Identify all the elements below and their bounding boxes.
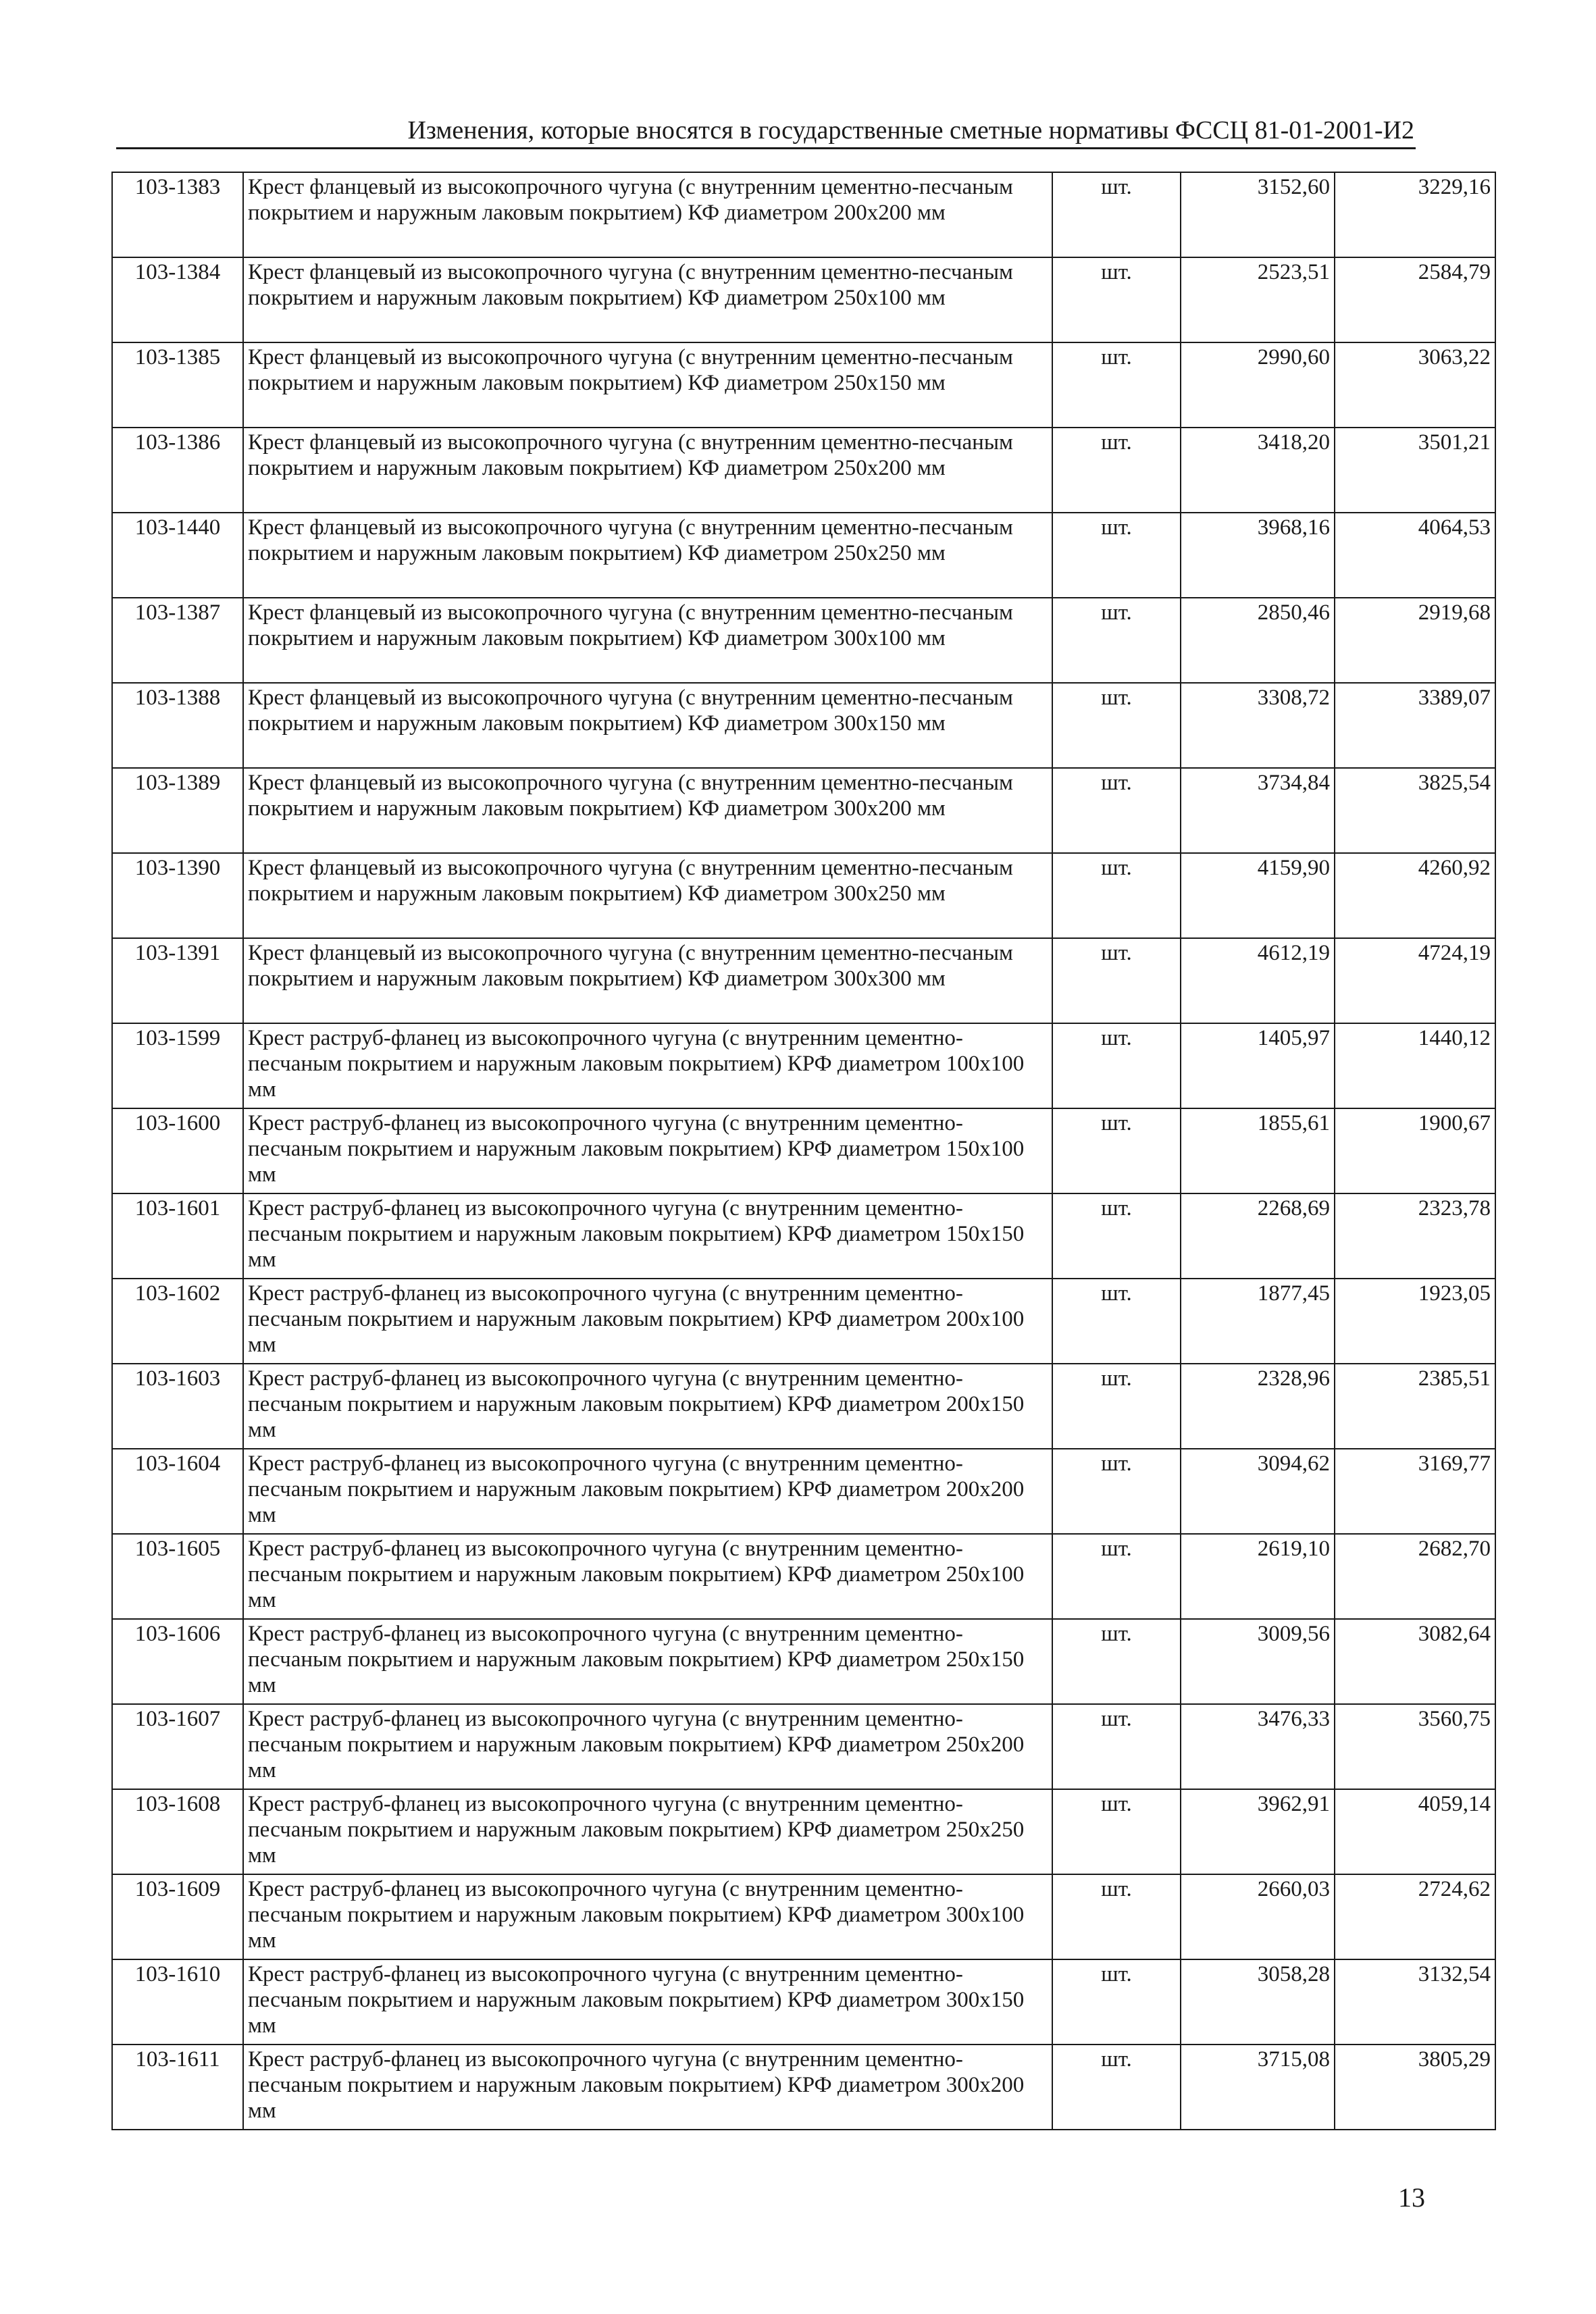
cell-unit: шт. <box>1052 1023 1181 1108</box>
cell-description: Крест фланцевый из высокопрочного чугуна (с внутренним цементно-песчаным покрытием и наружным лаковым покрытием) КФ диаметром 300x250 мм <box>243 853 1052 938</box>
cell-code: 103-1384 <box>112 257 243 342</box>
cell-price-old: 2268,69 <box>1181 1193 1335 1279</box>
cell-description: Крест раструб-фланец из высокопрочного чугуна (с внутренним цементно-песчаным покрытием и наружным лаковым покрытием) КРФ диаметром 250x150 мм <box>243 1619 1052 1704</box>
cell-price-old: 4159,90 <box>1181 853 1335 938</box>
cell-unit: шт. <box>1052 1364 1181 1449</box>
table-row <box>112 1023 1495 1108</box>
cell-code: 103-1600 <box>112 1108 243 1193</box>
page-header <box>116 113 1416 149</box>
table-row <box>112 1534 1495 1619</box>
cell-code: 103-1390 <box>112 853 243 938</box>
cell-unit: шт. <box>1052 1959 1181 2045</box>
table-row <box>112 1789 1495 1874</box>
cell-unit: шт. <box>1052 768 1181 853</box>
table-row <box>112 938 1495 1023</box>
cell-price-old: 4612,19 <box>1181 938 1335 1023</box>
table-row <box>112 853 1495 938</box>
cell-unit: шт. <box>1052 513 1181 598</box>
cell-price-old: 2523,51 <box>1181 257 1335 342</box>
table-row <box>112 1874 1495 1959</box>
cell-unit: шт. <box>1052 342 1181 428</box>
cell-price-new: 3229,16 <box>1335 172 1495 257</box>
cell-code: 103-1610 <box>112 1959 243 2045</box>
cell-price-old: 3715,08 <box>1181 2045 1335 2130</box>
table-row <box>112 342 1495 428</box>
cell-code: 103-1387 <box>112 598 243 683</box>
cell-price-new: 2584,79 <box>1335 257 1495 342</box>
cell-description: Крест фланцевый из высокопрочного чугуна (с внутренним цементно-песчаным покрытием и наружным лаковым покрытием) КФ диаметром 300x200 мм <box>243 768 1052 853</box>
table-body <box>112 172 1495 2130</box>
cell-unit: шт. <box>1052 938 1181 1023</box>
cell-price-old: 3418,20 <box>1181 428 1335 513</box>
cell-unit: шт. <box>1052 853 1181 938</box>
cell-price-new: 3132,54 <box>1335 1959 1495 2045</box>
cell-code: 103-1611 <box>112 2045 243 2130</box>
cell-description: Крест раструб-фланец из высокопрочного чугуна (с внутренним цементно-песчаным покрытием и наружным лаковым покрытием) КРФ диаметром 150x100 мм <box>243 1108 1052 1193</box>
cell-price-old: 2619,10 <box>1181 1534 1335 1619</box>
cell-description: Крест раструб-фланец из высокопрочного чугуна (с внутренним цементно-песчаным покрытием и наружным лаковым покрытием) КРФ диаметром 250x100 мм <box>243 1534 1052 1619</box>
cell-description: Крест фланцевый из высокопрочного чугуна (с внутренним цементно-песчаным покрытием и наружным лаковым покрытием) КФ диаметром 250x200 мм <box>243 428 1052 513</box>
cell-price-new: 4059,14 <box>1335 1789 1495 1874</box>
cell-code: 103-1609 <box>112 1874 243 1959</box>
cell-price-old: 3734,84 <box>1181 768 1335 853</box>
cell-price-old: 3962,91 <box>1181 1789 1335 1874</box>
cell-unit: шт. <box>1052 1534 1181 1619</box>
cell-price-new: 1440,12 <box>1335 1023 1495 1108</box>
cell-code: 103-1385 <box>112 342 243 428</box>
cell-price-new: 3825,54 <box>1335 768 1495 853</box>
cell-unit: шт. <box>1052 172 1181 257</box>
cell-unit: шт. <box>1052 1108 1181 1193</box>
cell-description: Крест раструб-фланец из высокопрочного чугуна (с внутренним цементно-песчаным покрытием и наружным лаковым покрытием) КРФ диаметром 200x150 мм <box>243 1364 1052 1449</box>
table-row <box>112 1704 1495 1789</box>
cell-price-new: 2919,68 <box>1335 598 1495 683</box>
cell-unit: шт. <box>1052 598 1181 683</box>
cell-price-old: 3058,28 <box>1181 1959 1335 2045</box>
cell-price-new: 4064,53 <box>1335 513 1495 598</box>
cell-unit: шт. <box>1052 257 1181 342</box>
cell-unit: шт. <box>1052 1279 1181 1364</box>
cell-code: 103-1388 <box>112 683 243 768</box>
table-row <box>112 1279 1495 1364</box>
cell-price-old: 3308,72 <box>1181 683 1335 768</box>
cell-code: 103-1605 <box>112 1534 243 1619</box>
cell-description: Крест фланцевый из высокопрочного чугуна (с внутренним цементно-песчаным покрытием и наружным лаковым покрытием) КФ диаметром 250x100 мм <box>243 257 1052 342</box>
table-row <box>112 768 1495 853</box>
cell-price-new: 2724,62 <box>1335 1874 1495 1959</box>
cell-price-old: 3476,33 <box>1181 1704 1335 1789</box>
cell-unit: шт. <box>1052 1874 1181 1959</box>
cell-code: 103-1603 <box>112 1364 243 1449</box>
cell-code: 103-1606 <box>112 1619 243 1704</box>
cell-code: 103-1386 <box>112 428 243 513</box>
cell-description: Крест раструб-фланец из высокопрочного чугуна (с внутренним цементно-песчаным покрытием и наружным лаковым покрытием) КРФ диаметром 300x100 мм <box>243 1874 1052 1959</box>
cell-description: Крест фланцевый из высокопрочного чугуна (с внутренним цементно-песчаным покрытием и наружным лаковым покрытием) КФ диаметром 300x300 мм <box>243 938 1052 1023</box>
cell-price-old: 3094,62 <box>1181 1449 1335 1534</box>
cell-description: Крест раструб-фланец из высокопрочного чугуна (с внутренним цементно-песчаным покрытием и наружным лаковым покрытием) КРФ диаметром 300x200 мм <box>243 2045 1052 2130</box>
cell-code: 103-1383 <box>112 172 243 257</box>
cell-price-new: 3389,07 <box>1335 683 1495 768</box>
page-number: 13 <box>1398 2182 1425 2213</box>
cell-code: 103-1389 <box>112 768 243 853</box>
cell-description: Крест фланцевый из высокопрочного чугуна (с внутренним цементно-песчаным покрытием и наружным лаковым покрытием) КФ диаметром 250x250 мм <box>243 513 1052 598</box>
table-row <box>112 1364 1495 1449</box>
cell-unit: шт. <box>1052 1789 1181 1874</box>
cell-price-new: 4260,92 <box>1335 853 1495 938</box>
cell-code: 103-1601 <box>112 1193 243 1279</box>
document-title: Изменения, которые вносятся в государственные сметные нормативы ФССЦ 81-01-2001-И2 <box>407 116 1414 145</box>
cell-description: Крест раструб-фланец из высокопрочного чугуна (с внутренним цементно-песчаным покрытием и наружным лаковым покрытием) КРФ диаметром 150x150 мм <box>243 1193 1052 1279</box>
cell-price-new: 1923,05 <box>1335 1279 1495 1364</box>
cell-price-old: 3152,60 <box>1181 172 1335 257</box>
table-row <box>112 257 1495 342</box>
cell-unit: шт. <box>1052 1449 1181 1534</box>
cell-unit: шт. <box>1052 1619 1181 1704</box>
cell-price-old: 1855,61 <box>1181 1108 1335 1193</box>
cell-price-new: 3501,21 <box>1335 428 1495 513</box>
cell-price-old: 2328,96 <box>1181 1364 1335 1449</box>
table-row <box>112 1193 1495 1279</box>
cell-description: Крест раструб-фланец из высокопрочного чугуна (с внутренним цементно-песчаным покрытием и наружным лаковым покрытием) КРФ диаметром 200x100 мм <box>243 1279 1052 1364</box>
cell-unit: шт. <box>1052 1193 1181 1279</box>
cell-price-new: 3805,29 <box>1335 2045 1495 2130</box>
cell-price-old: 2850,46 <box>1181 598 1335 683</box>
cell-code: 103-1608 <box>112 1789 243 1874</box>
cell-unit: шт. <box>1052 428 1181 513</box>
cell-price-old: 2660,03 <box>1181 1874 1335 1959</box>
cell-price-new: 2323,78 <box>1335 1193 1495 1279</box>
table-row <box>112 428 1495 513</box>
cell-description: Крест раструб-фланец из высокопрочного чугуна (с внутренним цементно-песчаным покрытием и наружным лаковым покрытием) КРФ диаметром 100x100 мм <box>243 1023 1052 1108</box>
cell-description: Крест фланцевый из высокопрочного чугуна (с внутренним цементно-песчаным покрытием и наружным лаковым покрытием) КФ диаметром 250x150 мм <box>243 342 1052 428</box>
table-row <box>112 172 1495 257</box>
cell-unit: шт. <box>1052 1704 1181 1789</box>
table-row <box>112 1108 1495 1193</box>
cell-code: 103-1602 <box>112 1279 243 1364</box>
cell-price-new: 2682,70 <box>1335 1534 1495 1619</box>
cell-description: Крест раструб-фланец из высокопрочного чугуна (с внутренним цементно-песчаным покрытием и наружным лаковым покрытием) КРФ диаметром 250x200 мм <box>243 1704 1052 1789</box>
cell-price-new: 3560,75 <box>1335 1704 1495 1789</box>
cell-description: Крест фланцевый из высокопрочного чугуна (с внутренним цементно-песчаным покрытием и наружным лаковым покрытием) КФ диаметром 200x200 мм <box>243 172 1052 257</box>
table-row <box>112 598 1495 683</box>
table-row <box>112 683 1495 768</box>
table-row <box>112 1449 1495 1534</box>
cell-code: 103-1440 <box>112 513 243 598</box>
cell-code: 103-1599 <box>112 1023 243 1108</box>
cell-price-old: 1405,97 <box>1181 1023 1335 1108</box>
cell-price-new: 4724,19 <box>1335 938 1495 1023</box>
cell-description: Крест фланцевый из высокопрочного чугуна (с внутренним цементно-песчаным покрытием и наружным лаковым покрытием) КФ диаметром 300x100 мм <box>243 598 1052 683</box>
table-row <box>112 1619 1495 1704</box>
cell-description: Крест раструб-фланец из высокопрочного чугуна (с внутренним цементно-песчаным покрытием и наружным лаковым покрытием) КРФ диаметром 300x150 мм <box>243 1959 1052 2045</box>
cell-price-new: 1900,67 <box>1335 1108 1495 1193</box>
price-table <box>111 172 1496 2130</box>
cell-code: 103-1604 <box>112 1449 243 1534</box>
cell-price-new: 2385,51 <box>1335 1364 1495 1449</box>
cell-price-old: 2990,60 <box>1181 342 1335 428</box>
table-row <box>112 513 1495 598</box>
cell-description: Крест фланцевый из высокопрочного чугуна (с внутренним цементно-песчаным покрытием и наружным лаковым покрытием) КФ диаметром 300x150 мм <box>243 683 1052 768</box>
cell-unit: шт. <box>1052 2045 1181 2130</box>
cell-code: 103-1607 <box>112 1704 243 1789</box>
table-row <box>112 2045 1495 2130</box>
cell-description: Крест раструб-фланец из высокопрочного чугуна (с внутренним цементно-песчаным покрытием и наружным лаковым покрытием) КРФ диаметром 250x250 мм <box>243 1789 1052 1874</box>
cell-unit: шт. <box>1052 683 1181 768</box>
cell-price-new: 3063,22 <box>1335 342 1495 428</box>
table-row <box>112 1959 1495 2045</box>
cell-description: Крест раструб-фланец из высокопрочного чугуна (с внутренним цементно-песчаным покрытием и наружным лаковым покрытием) КРФ диаметром 200x200 мм <box>243 1449 1052 1534</box>
cell-code: 103-1391 <box>112 938 243 1023</box>
cell-price-old: 3968,16 <box>1181 513 1335 598</box>
cell-price-new: 3082,64 <box>1335 1619 1495 1704</box>
cell-price-old: 1877,45 <box>1181 1279 1335 1364</box>
cell-price-old: 3009,56 <box>1181 1619 1335 1704</box>
cell-price-new: 3169,77 <box>1335 1449 1495 1534</box>
